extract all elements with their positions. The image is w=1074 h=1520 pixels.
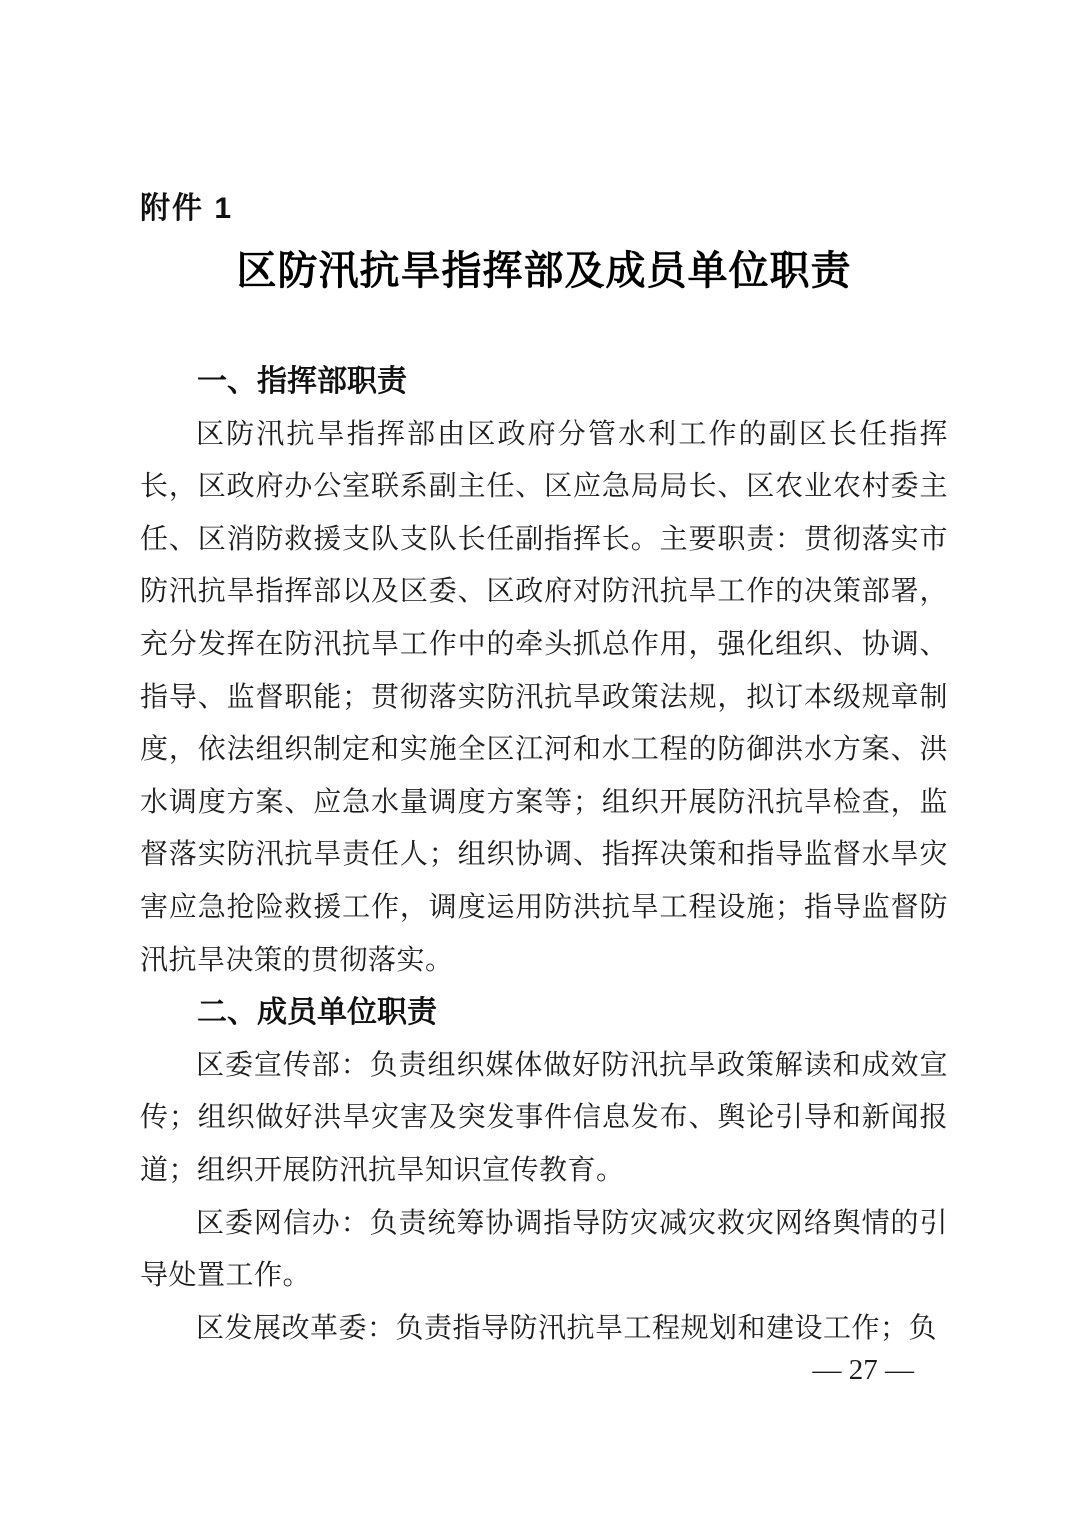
section-heading-1: 一、指挥部职责 [197, 365, 407, 398]
section-2-paragraph-2: 区委网信办：负责统筹协调指导防灾减灾救灾网络舆情的引导处置工作。 [140, 1207, 948, 1292]
page-number: — 27 — [812, 1354, 914, 1386]
section-2-paragraph-1: 区委宣传部：负责组织媒体做好防汛抗旱政策解读和成效宣传；组织做好洪旱灾害及突发事件信息发布、舆论引导和新闻报道；组织开展防汛抗旱知识宣传教育。 [140, 1049, 948, 1186]
document-body [140, 356, 948, 1355]
attachment-label: 附件 1 [140, 192, 234, 225]
document-title: 区防汛抗旱指挥部及成员单位职责 [236, 248, 852, 293]
section-1-paragraph: 区防汛抗旱指挥部由区政府分管水利工作的副区长任指挥长，区政府办公室联系副主任、区应急局局长、区农业农村委主任、区消防救援支队支队长任副指挥长。主要职责：贯彻落实市防汛抗旱指挥部以及区委、区政府对防汛抗旱工作的决策部署，充分发挥在防汛抗旱工作中的牵头抓总作用，强化组织、协调、指导、监督职能；贯彻落实防汛抗旱政策法规，拟订本级规章制度，依法组织制定和实施全区江河和水工程的防御洪水方案、洪水调度方案、应急水量调度方案等；组织开展防汛抗旱检查，监督落实防汛抗旱责任人；组织协调、指挥决策和指导监督水旱灾害应急抢险救援工作，调度运用防洪抗旱工程设施；指导监督防汛抗旱决策的贯彻落实。 [140, 418, 948, 976]
section-heading-2: 二、成员单位职责 [197, 996, 437, 1030]
document-content [140, 0, 948, 1355]
section-2-paragraph-3: 区发展改革委：负责指导防汛抗旱工程规划和建设工作；负 [196, 1312, 938, 1344]
